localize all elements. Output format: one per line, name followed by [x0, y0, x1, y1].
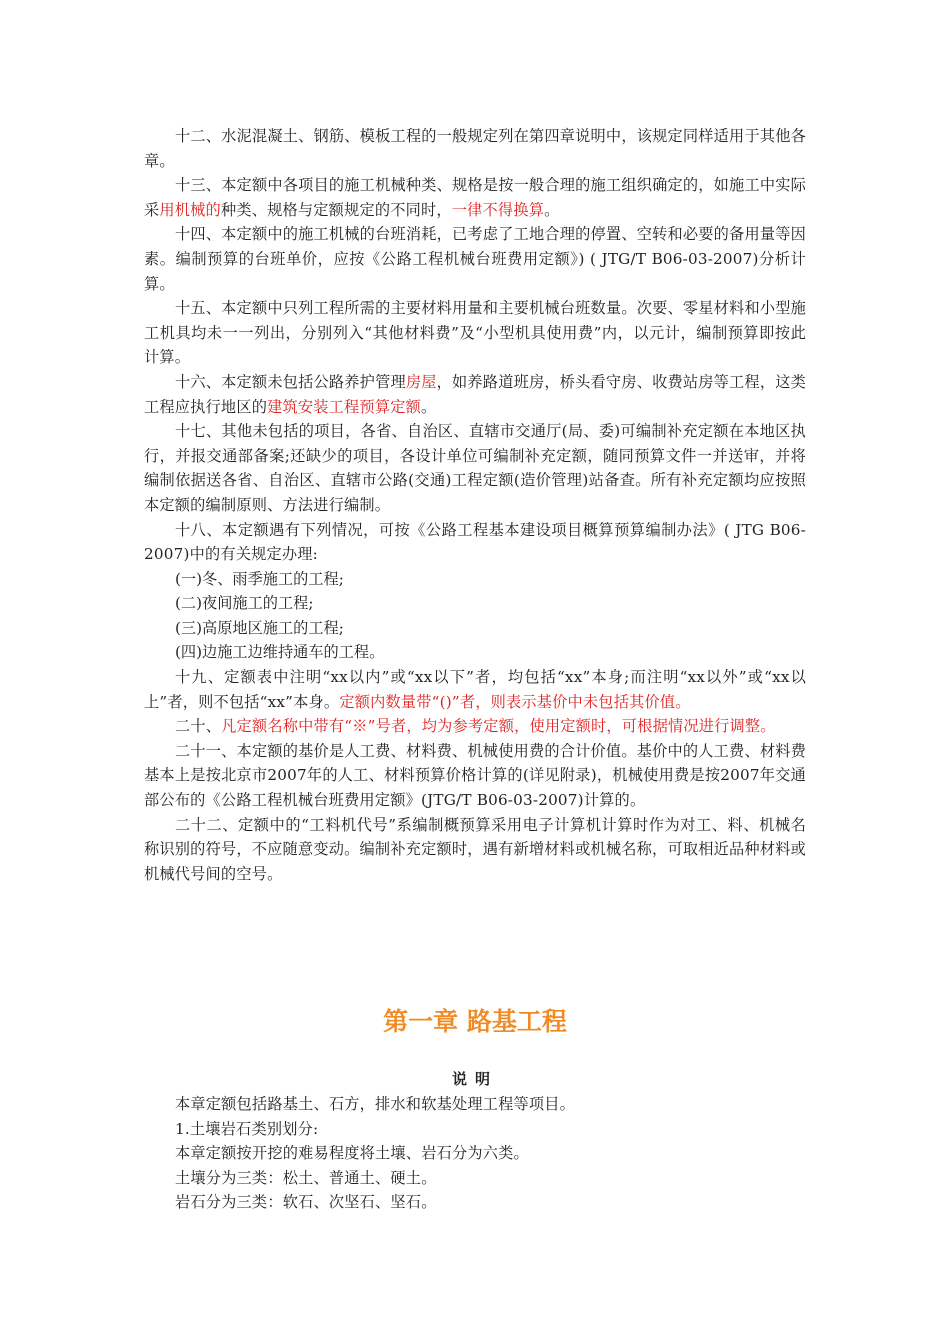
highlighted-text: 建筑安装工程预算定额 [267, 397, 421, 416]
chapter-title: 第一章 路基工程 [383, 1007, 567, 1036]
paragraph [144, 124, 806, 173]
paragraph [144, 173, 806, 222]
highlighted-text: 定额内数量带“()”者，则表示基价中未包括其价值。 [339, 692, 691, 711]
text-span: 二十、 [175, 717, 222, 736]
paragraph [144, 419, 806, 517]
paragraph [144, 370, 806, 419]
text-span: 十八、本定额遇有下列情况，可按《公路工程基本建设项目概算预算编制办法》( JTG B06-2007)中的有关规定办理: [144, 520, 806, 564]
highlighted-text: 房屋 [405, 372, 437, 391]
text-span: 二十一、本定额的基价是人工费、材料费、机械使用费的合计价值。基价中的人工费、材料费基本上是按北京市2007年的人工、材料预算价格计算的(详见附录)，机械使用费是按2007年交通部公布的《公路工程机械台班费用定额》(JTG/T B06-03-2007)计算的。 [144, 741, 806, 810]
text-span: 二十二、定额中的“工料机代号”系编制概预算采用电子计算机计算时作为对工、料、机械名称识别的符号，不应随意变动。编制补充定额时，遇有新增材料或机械名称，可取相近品种材料或机械代号间的空号。 [144, 815, 806, 883]
paragraph [144, 222, 806, 296]
list-item: (一)冬、雨季施工的工程; [175, 569, 344, 588]
paragraph [144, 518, 806, 567]
intro-line: 本章定额包括路基土、石方，排水和软基处理工程等项目。 [175, 1095, 576, 1113]
paragraph [144, 739, 806, 813]
paragraph [144, 296, 806, 370]
paragraph [144, 714, 806, 739]
list-item: (三)高原地区施工的工程; [175, 618, 344, 637]
chapter-intro [144, 1092, 806, 1215]
text-span: 。 [544, 200, 560, 219]
intro-line: 本章定额按开挖的难易程度将土壤、岩石分为六类。 [175, 1144, 529, 1163]
highlighted-text: 一律不得换算 [451, 200, 545, 219]
intro-line: 土壤分为三类：松土、普通土、硬土。 [175, 1168, 437, 1187]
text-span: 十四、本定额中的施工机械的台班消耗，已考虑了工地合理的停置、空转和必要的备用量等因素。编制预算的台班单价，应按《公路工程机械台班费用定额》) ( JTG/T B06-03-2007)分析计算。 [144, 225, 806, 293]
intro-line: 1.土壤岩石类别划分: [175, 1119, 319, 1138]
text-span: 十五、本定额中只列工程所需的主要材料用量和主要机械台班数量。次要、零星材料和小型施工机具均未一一列出，分别列入“其他材料费”及“小型机具使用费”内，以元计，编制预算即按此计算。 [144, 299, 806, 367]
paragraph [144, 813, 806, 887]
text-span: 十二、水泥混凝土、钢筋、模板工程的一般规定列在第四章说明中，该规定同样适用于其他各章。 [144, 127, 806, 170]
text-span: 种类、规格与定额规定的不同时， [220, 200, 452, 219]
list-item: (二)夜间施工的工程; [175, 594, 314, 613]
text-span: 十九、定额表中注明“xx以内”或“xx以下”者，均包括“xx”本身;而注明“xx以外”或“xx以上”者，则不包括“xx”本身。 [144, 668, 806, 711]
text-span: 十七、其他未包括的项目，各省、自治区、直辖市交通厅(局、委)可编制补充定额在本地区执行，并报交通部备案;还缺少的项目，各设计单位可编制补充定额，随同预算文件一并送审，并将编制依据送各省、自治区、直辖市公路(交通)工程定额(造价管理)站备查。所有补充定额均应按照本定额的编制原则、方法进行编制。 [144, 422, 806, 514]
text-span: ，如养路道班房，桥头看守房、收费站房等工程，这类工程应执行地区的 [144, 372, 806, 416]
document-body [144, 124, 806, 886]
highlighted-text: 用机械的 [159, 200, 221, 219]
section-title: 说明 [451, 1070, 498, 1088]
text-span: 。 [420, 397, 437, 416]
list-item: (四)边施工边维持通车的工程。 [175, 643, 385, 662]
highlighted-text: 凡定额名称中带有“※”号者，均为参考定额，使用定额时，可根据情况进行调整。 [221, 717, 776, 736]
intro-line: 岩石分为三类：软石、次坚石、坚石。 [175, 1193, 437, 1212]
paragraph [144, 665, 806, 714]
text-span: 十六、本定额未包括公路养护管理 [175, 372, 406, 391]
text-span: 十三、本定额中各项目的施工机械种类、规格是按一般合理的施工组织确定的，如施工中实际采 [144, 176, 806, 219]
